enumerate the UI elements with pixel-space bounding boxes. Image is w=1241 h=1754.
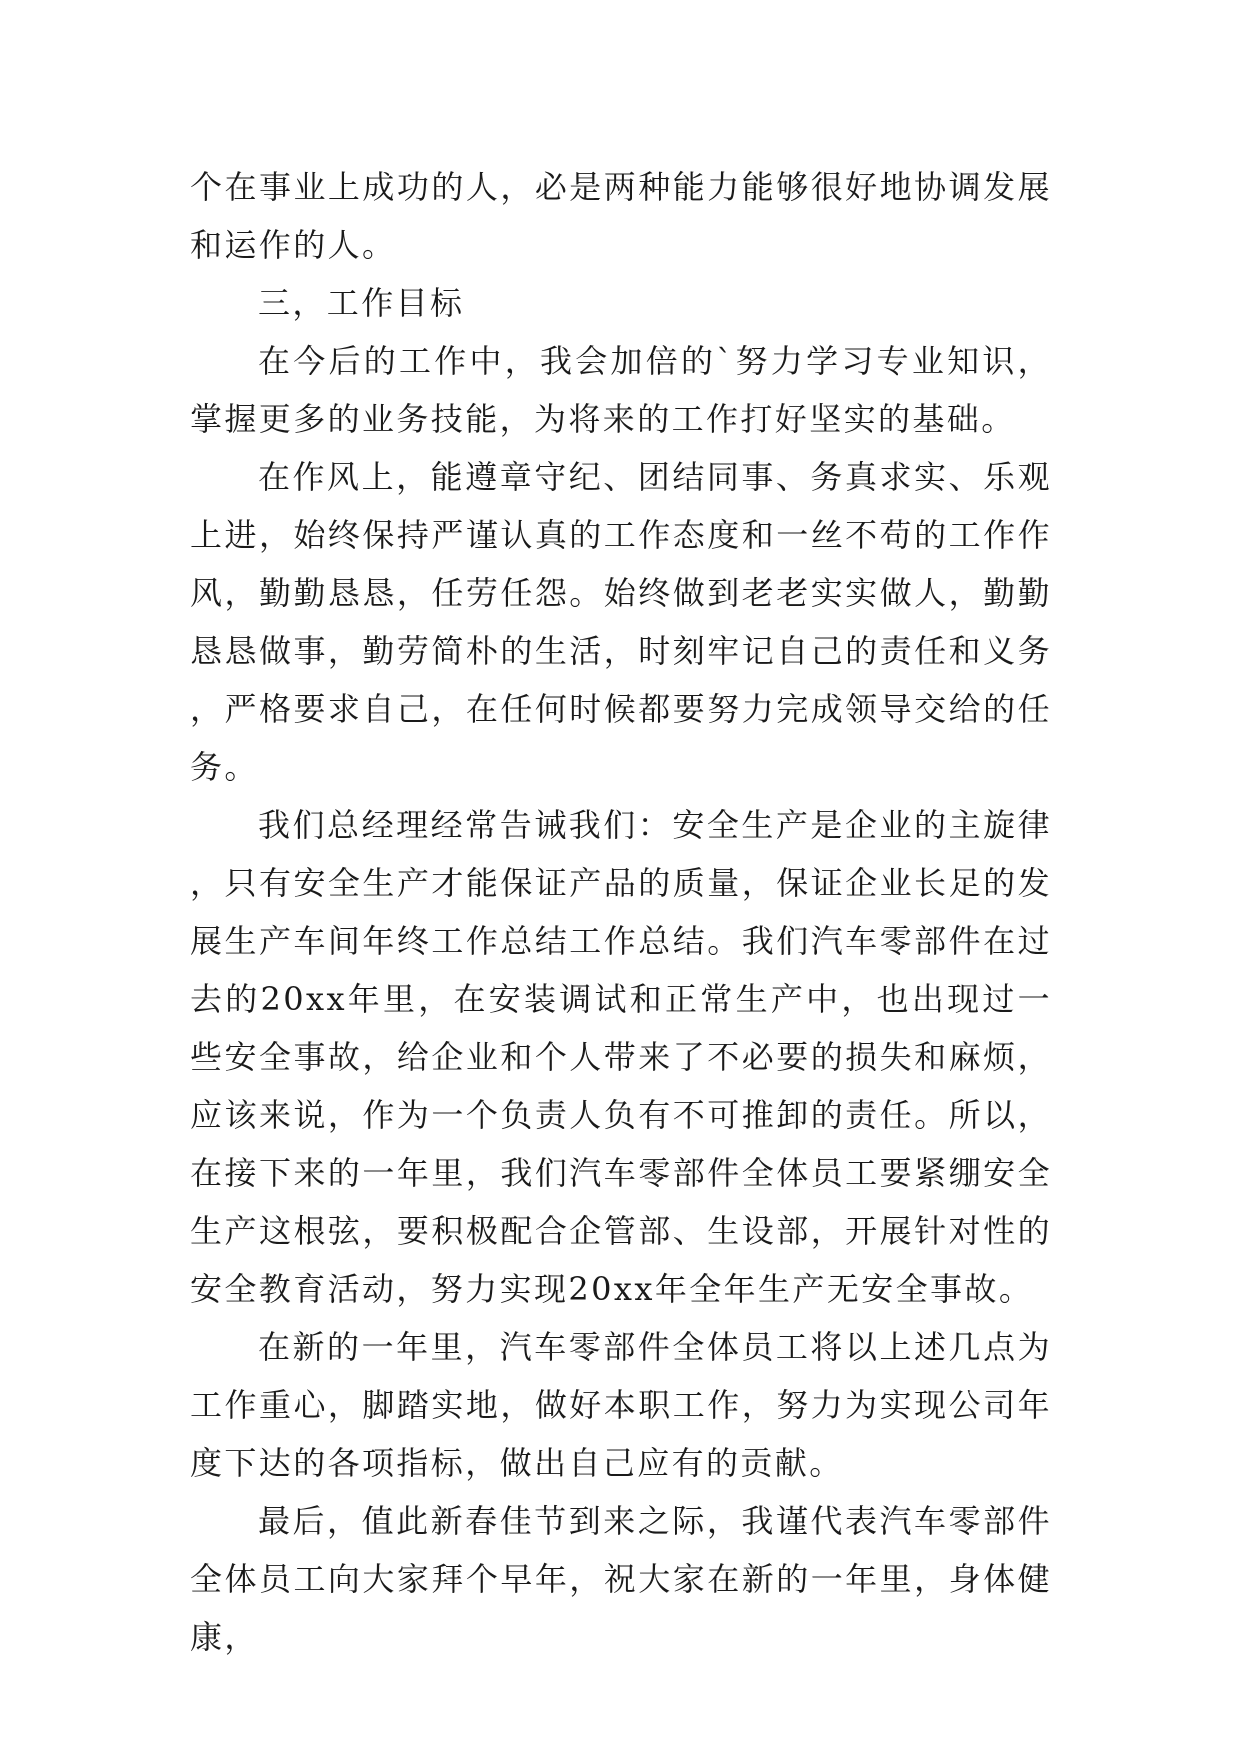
paragraph: 我们总经理经常告诫我们：安全生产是企业的主旋律，只有安全生产才能保证产品的质量，保证企业长足的发展生产车间年终工作总结工作总结。我们汽车零部件在过去的20xx年里，在安装调试和正常生产中，也出现过一些安全事故，给企业和个人带来了不必要的损失和麻烦，应该来说，作为一个负责人负有不可推卸的责任。所以，在接下来的一年里，我们汽车零部件全体员工要紧绷安全生产这根弦，要积极配合企管部、生设部，开展针对性的安全教育活动，努力实现20xx年全年生产无安全事故。 — [190, 806, 1052, 1308]
paragraph: 在作风上，能遵章守纪、团结同事、务真求实、乐观上进，始终保持严谨认真的工作态度和一丝不苟的工作作风，勤勤恳恳，任劳任怨。始终做到老老实实做人，勤勤恳恳做事，勤劳简朴的生活，时刻牢记自己的责任和义务，严格要求自己，在任何时候都要努力完成领导交给的任务。 — [190, 458, 1052, 786]
paragraph: 在新的一年里，汽车零部件全体员工将以上述几点为工作重心，脚踏实地，做好本职工作，努力为实现公司年度下达的各项指标，做出自己应有的贡献。 — [190, 1328, 1052, 1482]
section-heading: 三，工作目标 — [258, 284, 465, 322]
document-body — [190, 158, 1052, 1666]
paragraph: 在今后的工作中，我会加倍的`努力学习专业知识，掌握更多的业务技能，为将来的工作打好坚实的基础。 — [190, 342, 1052, 438]
paragraph: 个在事业上成功的人，必是两种能力能够很好地协调发展和运作的人。 — [190, 168, 1052, 264]
paragraph: 最后，值此新春佳节到来之际，我谨代表汽车零部件全体员工向大家拜个早年，祝大家在新的一年里，身体健康， — [190, 1502, 1052, 1656]
